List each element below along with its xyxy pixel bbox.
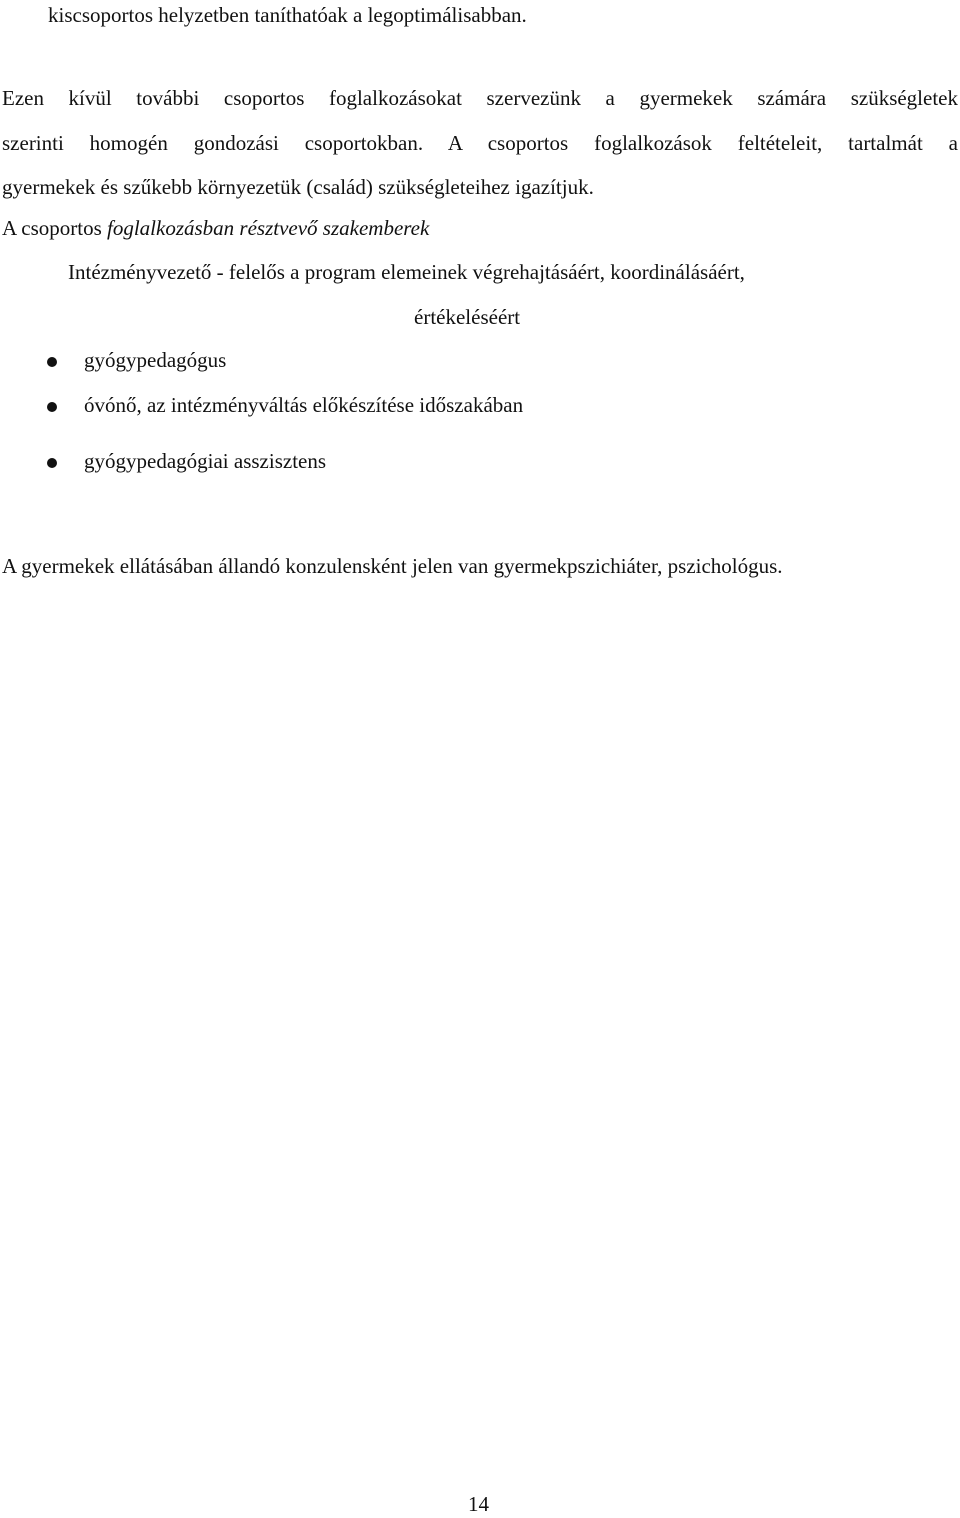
heading-italic: foglalkozásban résztvevő szakemberek: [107, 216, 430, 240]
paragraph-line: szerinti homogén gondozási csoportokban. A csoportos foglalkozások feltételeit, tartalmát a: [2, 131, 958, 155]
bullet-icon: [47, 458, 57, 468]
leader-line-continued: értékeléséért: [414, 305, 521, 329]
paragraph-line: kiscsoportos helyzetben taníthatóak a legoptimálisabban.: [48, 3, 527, 27]
bullet-icon: [47, 402, 57, 412]
paragraph-line: gyermekek és szűkebb környezetük (család) szükségleteihez igazítjuk.: [2, 175, 594, 199]
list-item: gyógypedagógiai asszisztens: [84, 449, 327, 473]
paragraph-line: Ezen kívül további csoportos foglalkozásokat szervezünk a gyermekek számára szükségletek: [2, 86, 958, 110]
page-number: 14: [468, 1492, 489, 1516]
heading-prefix: A csoportos: [2, 216, 102, 240]
closing-paragraph: A gyermekek ellátásában állandó konzulensként jelen van gyermekpszichiáter, pszichológus.: [2, 554, 783, 578]
list-item: óvónő, az intézményváltás előkészítése időszakában: [84, 393, 524, 417]
bullet-icon: [47, 357, 57, 367]
section-heading: [2, 218, 429, 239]
leader-line: Intézményvezető - felelős a program elemeinek végrehajtásáért, koordinálásáért,: [68, 260, 745, 284]
list-item: gyógypedagógus: [84, 348, 227, 372]
